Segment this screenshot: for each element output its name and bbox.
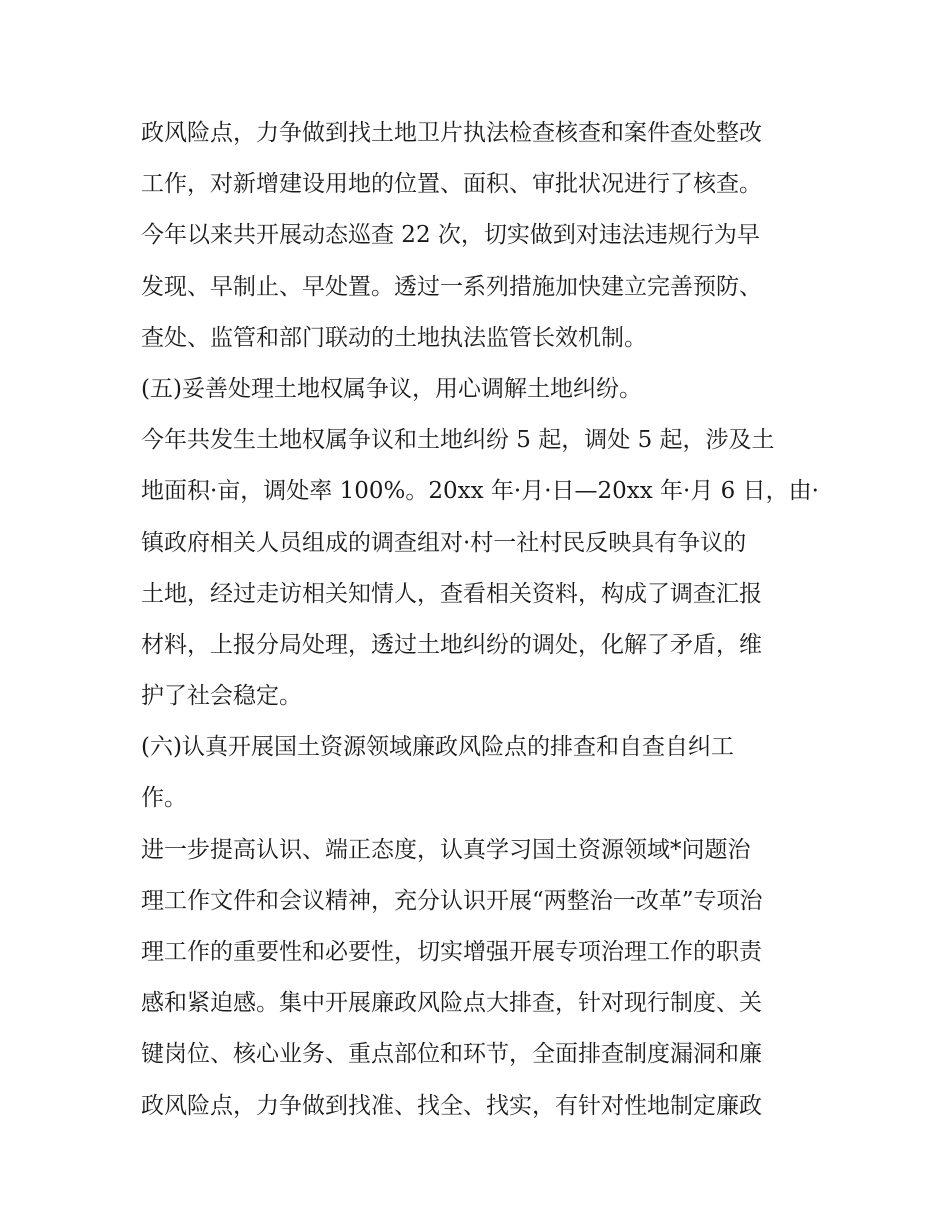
text-line: 政风险点，力争做到找准、找全、找实，有针对性地制定廉政: [141, 1092, 762, 1119]
text-line: 土地，经过走访相关知情人，查看相关资料，构成了调查汇报: [141, 580, 762, 607]
text-line: 理工作的重要性和必要性，切实增强开展专项治理工作的职责: [141, 939, 762, 965]
text-line: 材料，上报分局处理，透过土地纠纷的调处，化解了矛盾，维: [141, 631, 762, 658]
text-line: 今年共发生土地权属争议和土地纠纷 5 起，调处 5 起，涉及土: [141, 427, 775, 454]
text-line: 护了社会稳定。: [141, 683, 302, 710]
text-line: 查处、监管和部门联动的土地执法监管长效机制。: [141, 324, 647, 351]
text-line: 键岗位、核心业务、重点部位和环节，全面排查制度漏洞和廉: [141, 1041, 762, 1068]
text-line: 发现、早制止、早处置。透过一系列措施加快建立完善预防、: [141, 273, 762, 300]
text-line: 今年以来共开展动态巡查 22 次，切实做到对违法违规行为早: [141, 222, 760, 249]
text-line: 镇政府相关人员组成的调查组对·村一社村民反映具有争议的: [141, 529, 747, 556]
section-heading-5: (五)妥善处理土地权属争议，用心调解土地纠纷。: [141, 375, 642, 402]
section-heading-6-continued: 作。: [141, 785, 187, 812]
body-text: [141, 108, 821, 1132]
section-heading-6: (六)认真开展国土资源领域廉政风险点的排查和自查自纠工: [141, 734, 734, 761]
text-line: 感和紧迫感。集中开展廉政风险点大排查，针对现行制度、关: [141, 990, 762, 1017]
text-line: 进一步提高认识、端正态度，认真学习国土资源领域*问题治: [141, 836, 751, 863]
text-line: 工作，对新增建设用地的位置、面积、审批状况进行了核查。: [141, 171, 762, 198]
text-line: 地面积·亩，调处率 100%。20xx 年·月·日—20xx 年·月 6 日，由·: [141, 478, 819, 505]
text-line: 政风险点，力争做到找土地卫片执法检查核查和案件查处整改: [141, 120, 762, 146]
text-line: 理工作文件和会议精神，充分认识开展“两整治一改革”专项治: [141, 887, 763, 914]
